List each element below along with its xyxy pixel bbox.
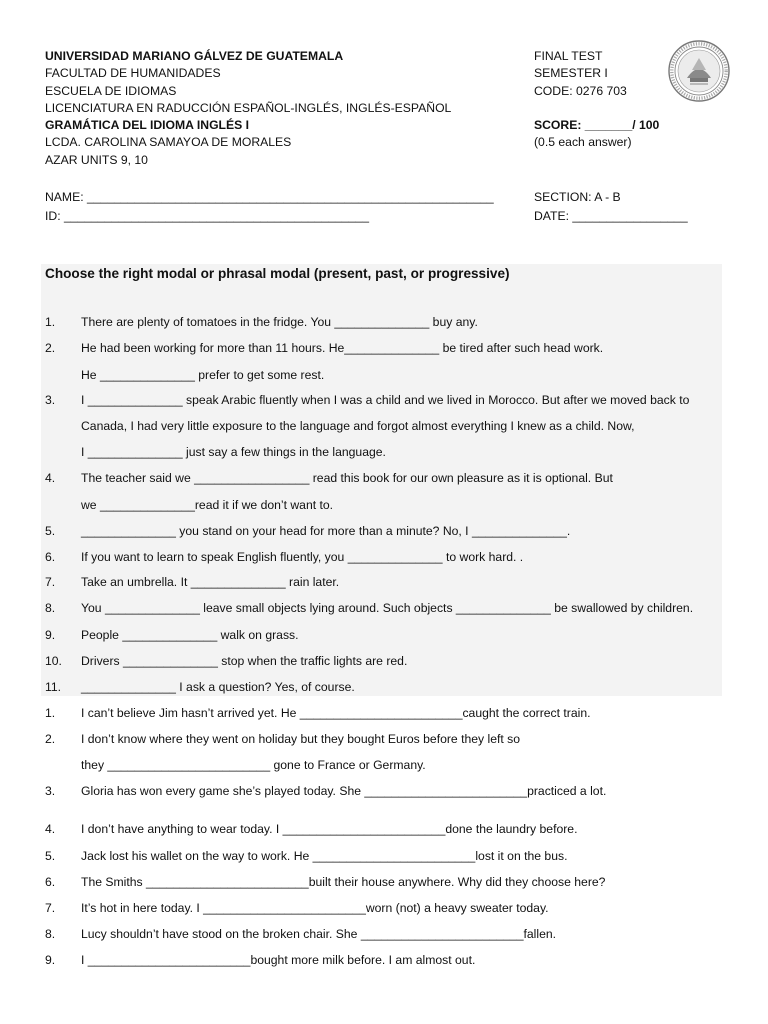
header-right xyxy=(534,48,674,152)
question-item xyxy=(45,391,689,409)
teacher-name: LCDA. CAROLINA SAMAYOA DE MORALES xyxy=(45,135,292,150)
question-text: It’s hot in here today. I ________________________worn (not) a heavy sweater today. xyxy=(81,901,549,915)
question-text: He had been working for more than 11 hours. He______________ be tired after such head work. xyxy=(81,341,604,355)
question-item xyxy=(45,820,577,838)
question-number: 3. xyxy=(45,393,56,407)
section-field[interactable]: SECTION: A - B xyxy=(534,190,621,204)
units-label: AZAR UNITS 9, 10 xyxy=(45,152,148,167)
question-item xyxy=(45,573,339,591)
question-text: I don’t know where they went on holiday but they bought Euros before they left so xyxy=(81,732,521,746)
question-item xyxy=(45,899,549,917)
question-text: ______________ you stand on your head for more than a minute? No, I ______________. xyxy=(81,524,571,538)
question-item xyxy=(45,313,478,331)
question-number: 2. xyxy=(45,732,56,746)
question-number: 2. xyxy=(45,341,56,355)
question-number: 5. xyxy=(45,524,56,538)
question-item xyxy=(45,522,570,540)
question-text: Take an umbrella. It ______________ rain later. xyxy=(81,575,340,589)
test-type: FINAL TEST xyxy=(534,49,603,63)
date-field[interactable]: DATE: _________________ xyxy=(534,209,688,223)
question-number: 1. xyxy=(45,706,56,720)
question-text: The Smiths ________________________built their house anywhere. Why did they choose here? xyxy=(81,875,606,889)
question-item xyxy=(45,704,591,722)
school-name: ESCUELA DE IDIOMAS xyxy=(45,83,177,98)
question-number: 4. xyxy=(45,822,56,836)
question-text: There are plenty of tomatoes in the fridge. You ______________ buy any. xyxy=(81,315,478,329)
header-left xyxy=(45,48,505,169)
question-text: I ______________ speak Arabic fluently when I was a child and we lived in Morocco. But after we moved back to xyxy=(81,393,690,407)
section-fields xyxy=(534,188,688,226)
question-item xyxy=(45,847,567,865)
question-item xyxy=(45,678,355,696)
question-text: The teacher said we _________________ read this book for our own pleasure as it is optional. But xyxy=(81,471,613,485)
question-text: Jack lost his wallet on the way to work. He ________________________lost it on the bus. xyxy=(81,849,568,863)
question-item xyxy=(45,925,556,943)
question-item xyxy=(45,469,613,487)
question-number: 1. xyxy=(45,315,56,329)
question-number: 9. xyxy=(45,628,56,642)
question-text: You ______________ leave small objects lying around. Such objects ______________ be swallowed by children. xyxy=(81,601,694,615)
question-text: Drivers ______________ stop when the traffic lights are red. xyxy=(81,654,408,668)
question-text: I ________________________bought more milk before. I am almost out. xyxy=(81,953,476,967)
course-code: CODE: 0276 703 xyxy=(534,83,627,98)
question-item xyxy=(45,730,520,748)
question-continuation: He ______________ prefer to get some rest. xyxy=(81,368,325,382)
question-item xyxy=(45,873,605,891)
question-item xyxy=(45,782,606,800)
question-item xyxy=(45,548,523,566)
question-item xyxy=(45,339,603,357)
degree-name: LICENCIATURA EN RADUCCIÓN ESPAÑOL-INGLÉS, INGLÉS-ESPAÑOL xyxy=(45,100,452,115)
name-field[interactable]: NAME: ____________________________________________________________ xyxy=(45,190,494,204)
question-text: People ______________ walk on grass. xyxy=(81,628,299,642)
faculty-name: FACULTAD DE HUMANIDADES xyxy=(45,66,221,81)
question-item xyxy=(45,626,299,644)
question-number: 6. xyxy=(45,550,56,564)
question-number: 10. xyxy=(45,654,62,668)
course-name: GRAMÁTICA DEL IDIOMA INGLÉS I xyxy=(45,118,250,133)
question-continuation: we ______________read it if we don’t want to. xyxy=(81,498,334,512)
id-field[interactable]: ID: _____________________________________________ xyxy=(45,209,369,223)
header-spacer xyxy=(534,100,674,117)
question-text: If you want to learn to speak English fluently, you ______________ to work hard. . xyxy=(81,550,524,564)
question-item xyxy=(45,652,407,670)
question-number: 7. xyxy=(45,901,56,915)
question-item xyxy=(45,599,693,617)
question-number: 11. xyxy=(45,680,62,694)
university-name: UNIVERSIDAD MARIANO GÁLVEZ DE GUATEMALA xyxy=(45,49,344,63)
question-text: Gloria has won every game she’s played today. She ________________________practiced a lot. xyxy=(81,784,607,798)
question-text: I can’t believe Jim hasn’t arrived yet. He ________________________caught the correct train. xyxy=(81,706,591,720)
question-number: 5. xyxy=(45,849,56,863)
university-seal-icon xyxy=(668,40,730,102)
question-number: 8. xyxy=(45,601,56,615)
question-text: Lucy shouldn’t have stood on the broken chair. She ________________________fallen. xyxy=(81,927,557,941)
question-number: 3. xyxy=(45,784,56,798)
question-number: 8. xyxy=(45,927,56,941)
semester: SEMESTER I xyxy=(534,66,608,81)
section-title: Choose the right modal or phrasal modal (present, past, or progressive) xyxy=(45,266,510,281)
question-number: 7. xyxy=(45,575,56,589)
question-text: ______________ I ask a question? Yes, of course. xyxy=(81,680,355,694)
question-continuation: I ______________ just say a few things in the language. xyxy=(81,445,386,459)
question-text: I don’t have anything to wear today. I ________________________done the laundry before. xyxy=(81,822,578,836)
student-fields xyxy=(45,188,494,226)
question-number: 6. xyxy=(45,875,56,889)
score-note: (0.5 each answer) xyxy=(534,135,632,150)
question-number: 9. xyxy=(45,953,56,967)
score-label: SCORE: _______/ 100 xyxy=(534,118,660,133)
question-continuation: they ________________________ gone to France or Germany. xyxy=(81,758,426,772)
question-continuation: Canada, I had very little exposure to the language and forgot almost everything I knew as a child. Now, xyxy=(81,419,635,433)
question-item xyxy=(45,951,475,969)
question-number: 4. xyxy=(45,471,56,485)
